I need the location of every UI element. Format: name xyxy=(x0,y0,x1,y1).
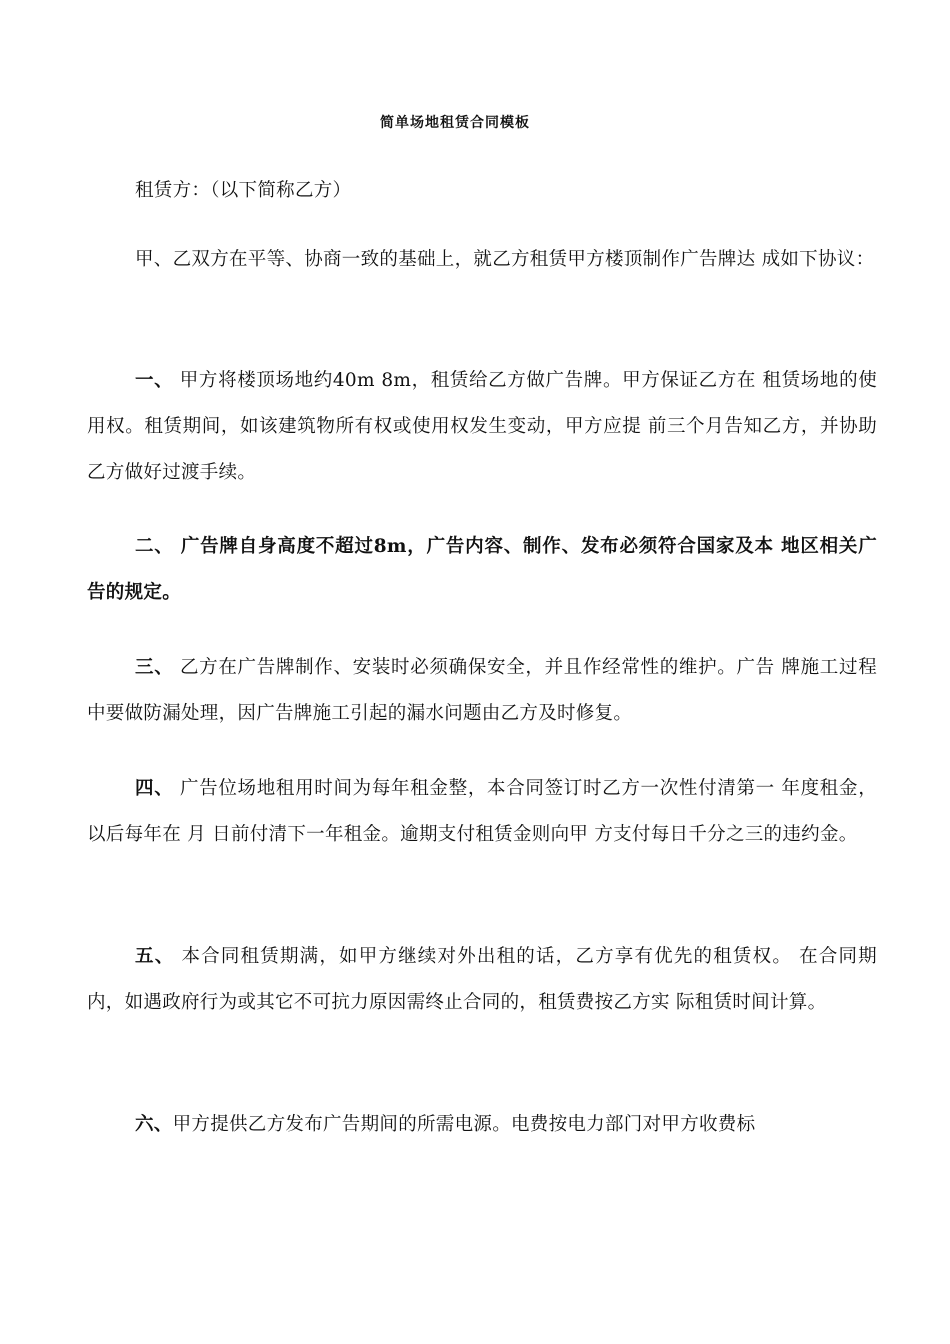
document-title: 简单场地租赁合同模板 xyxy=(380,115,530,131)
clause-6-number: 六、 xyxy=(135,1114,173,1135)
lessee-line: 租赁方：（以下简称乙方） xyxy=(135,180,352,201)
clause-2-number: 二、 xyxy=(135,536,174,557)
clause-2-text: 广告牌自身高度不超过8m，广告内容、制作、发布必须符合国家及本 地区相关广告的规定。 xyxy=(87,536,877,603)
intro-paragraph: 甲、乙双方在平等、协商一致的基础上，就乙方租赁甲方楼顶制作广告牌达 成如下协议： xyxy=(135,249,875,270)
clause-5-text: 本合同租赁期满，如甲方继续对外出租的话，乙方享有优先的租赁权。 在合同期内，如遇政府行为或其它不可抗力原因需终止合同的，租赁费按乙方实 际租赁时间计算。 xyxy=(87,946,877,1013)
clause-3-text: 乙方在广告牌制作、安装时必须确保安全，并且作经常性的维护。广告 牌施工过程中要做防漏处理，因广告牌施工引起的漏水问题由乙方及时修复。 xyxy=(87,657,877,724)
clause-4-number: 四、 xyxy=(135,778,174,799)
clause-5-number: 五、 xyxy=(135,946,175,967)
clause-1 xyxy=(87,358,877,496)
clause-3-number: 三、 xyxy=(135,657,174,678)
clause-1-number: 一、 xyxy=(135,370,174,391)
clause-6 xyxy=(87,1102,877,1148)
clause-2 xyxy=(87,524,877,616)
clause-4 xyxy=(87,766,877,858)
clause-4-text: 广告位场地租用时间为每年租金整，本合同签订时乙方一次性付清第一 年度租金，以后每年在 月 日前付清下一年租金。逾期支付租赁金则向甲 方支付每日千分之三的违约金。 xyxy=(87,778,877,845)
clause-1-text: 甲方将楼顶场地约40m 8m，租赁给乙方做广告牌。甲方保证乙方在 租赁场地的使用权。租赁期间，如该建筑物所有权或使用权发生变动，甲方应提 前三个月告知乙方，并协助乙方做好过渡手续。 xyxy=(87,370,877,483)
clause-5 xyxy=(87,934,877,1026)
clause-6-text: 甲方提供乙方发布广告期间的所需电源。电费按电力部门对甲方收费标 xyxy=(172,1114,756,1135)
clause-3 xyxy=(87,645,877,737)
